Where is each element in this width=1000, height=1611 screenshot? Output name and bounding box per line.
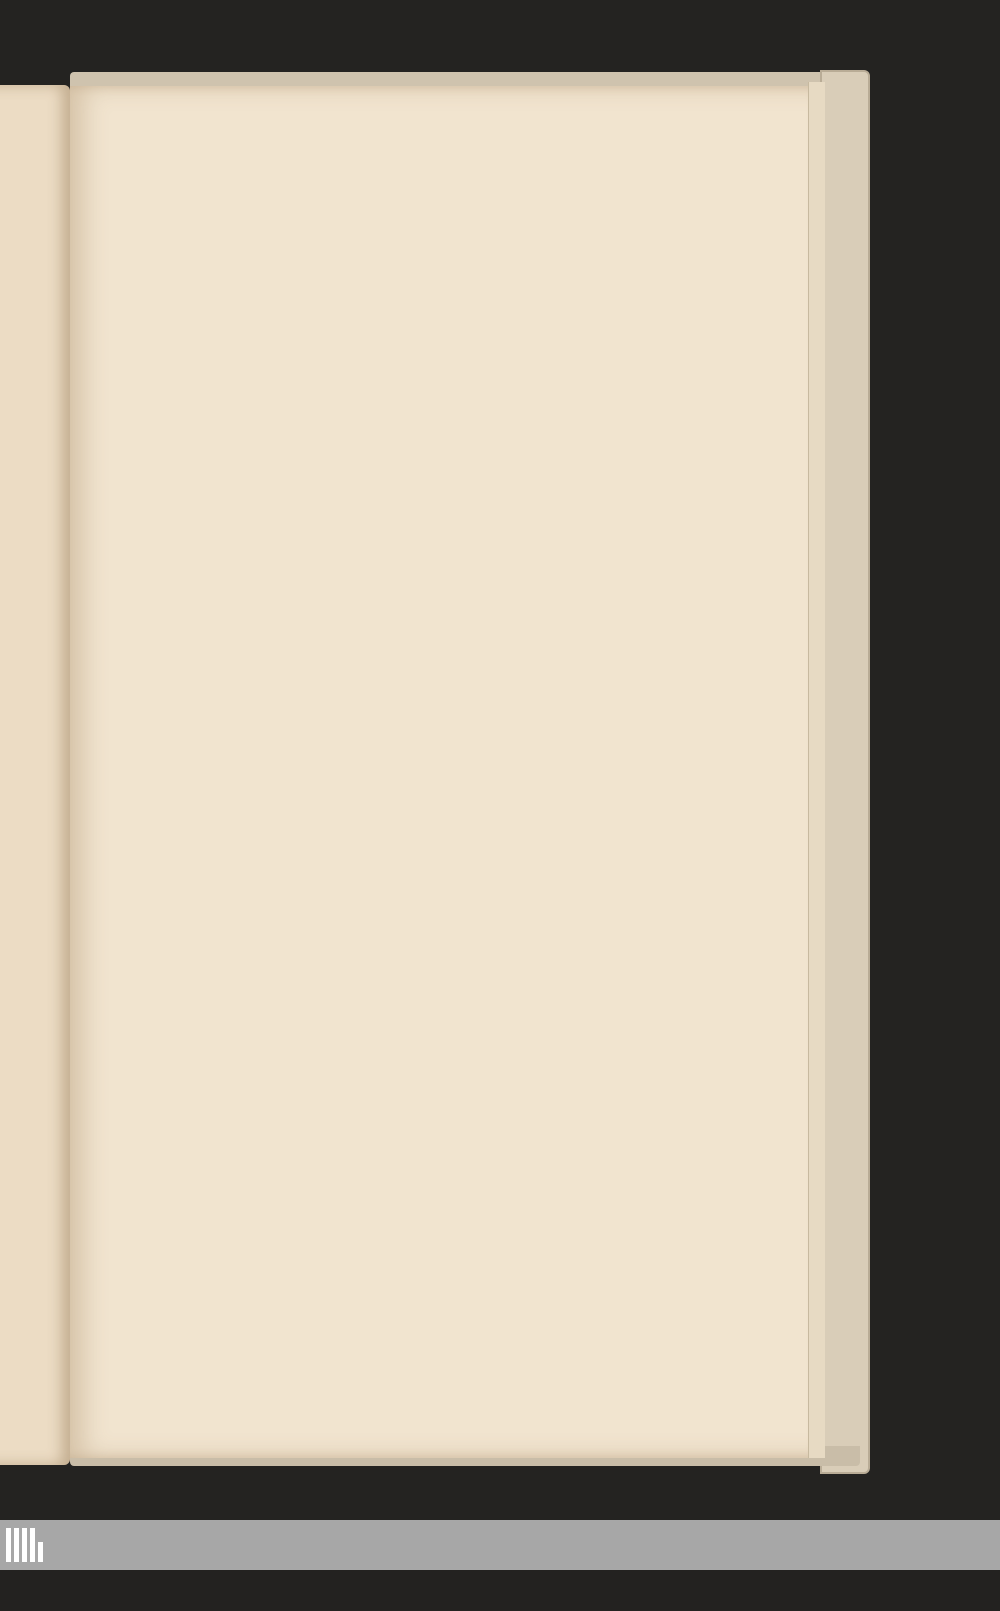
library-footer xyxy=(0,1520,1000,1570)
book-page xyxy=(70,86,822,1458)
left-page-edge xyxy=(0,85,70,1465)
library-logo-icon xyxy=(6,1528,46,1562)
scan-bottom-band xyxy=(0,1570,1000,1611)
book-cover-right xyxy=(820,70,870,1474)
page-edge xyxy=(808,82,825,1458)
